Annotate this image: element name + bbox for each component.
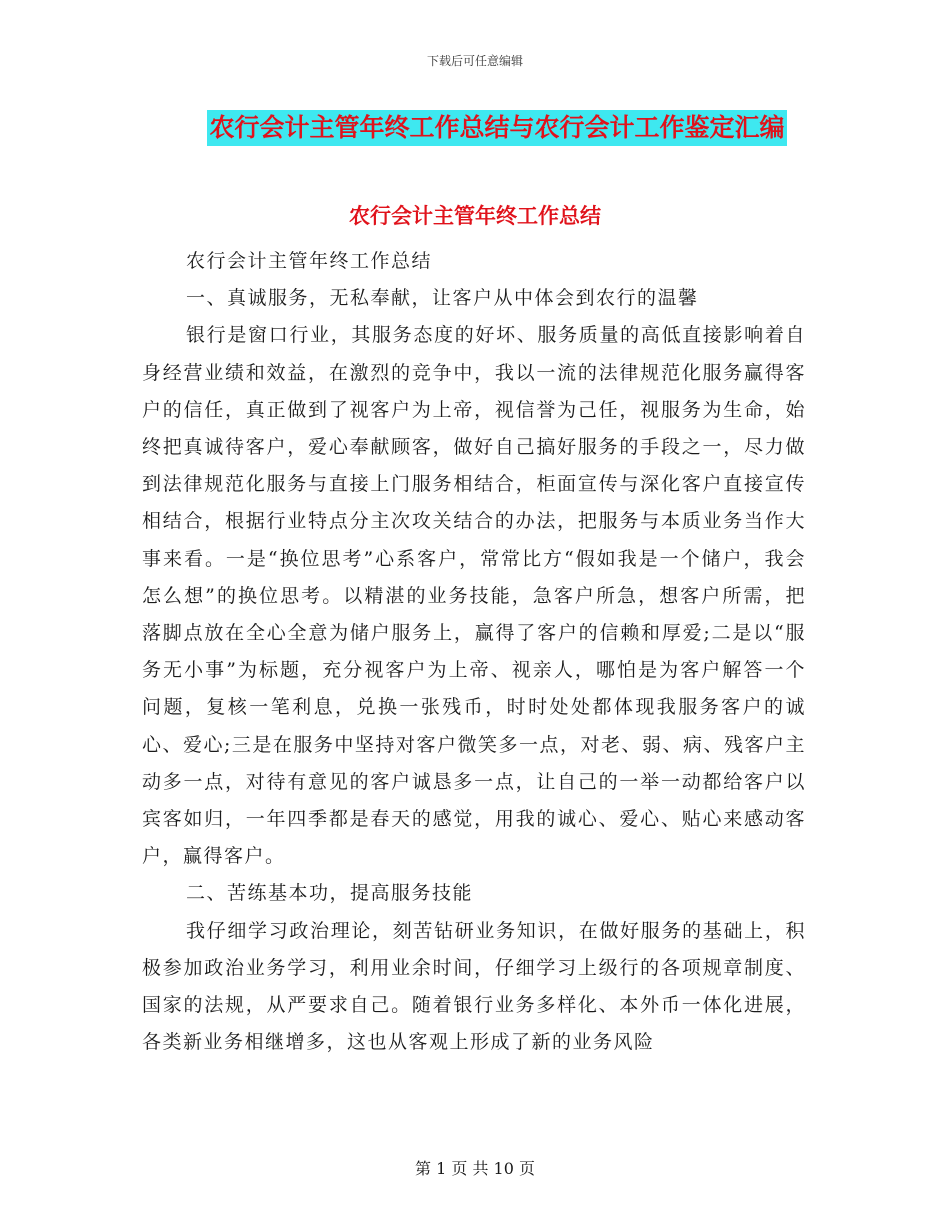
paragraph-heading-2: 二、苦练基本功，提高服务技能 bbox=[186, 882, 474, 905]
section-title: 农行会计主管年终工作总结 bbox=[349, 204, 601, 228]
page-footer: 第 1 页 共 10 页 bbox=[415, 1159, 535, 1178]
header-note: 下载后可任意编辑 bbox=[426, 54, 523, 68]
main-title-wrap bbox=[0, 110, 950, 146]
paragraph-doc-heading: 农行会计主管年终工作总结 bbox=[186, 250, 433, 272]
paragraph-heading-1: 一、真诚服务，无私奉献，让客户从中体会到农行的温馨 bbox=[186, 287, 699, 310]
paragraph-body-1: 银行是窗口行业，其服务态度的好坏、服务质量的高低直接影响着自身经营业绩和效益，在激烈的竞争中，我以一流的法律规范化服务赢得客户的信任，真正做到了视客户为上帝，视信誉为己任，视服务为生命，始终把真诚待客户，爱心奉献顾客，做好自己搞好服务的手段之一，尽力做到法律规范化服务与直接上门服务相结合，柜面宣传与深化客户直接宣传相结合，根据行业特点分主次攻关结合的办法，把服务与本质业务当作大事来看。一是“换位思考”心系客户，常常比方“假如我是一个储户，我会怎么想”的换位思考。以精湛的业务技能，急客户所急，想客户所需，把落脚点放在全心全意为储户服务上，赢得了客户的信赖和厚爱;二是以“服务无小事”为标题，充分视客户为上帝、视亲人，哪怕是为客户解答一个问题，复核一笔利息，兑换一张残币，时时处处都体现我服务客户的诚心、爱心;三是在服务中坚持对客户微笑多一点，对老、弱、病、残客户主动多一点，对待有意见的客户诚恳多一点，让自己的一举一动都给客户以宾客如归，一年四季都是春天的感觉，用我的诚心、爱心、贴心来感动客户，赢得客户。 bbox=[142, 324, 806, 868]
body-text bbox=[142, 243, 806, 1061]
main-title: 农行会计主管年终工作总结与农行会计工作鉴定汇编 bbox=[207, 110, 786, 146]
paragraph-body-2: 我仔细学习政治理论，刻苦钻研业务知识，在做好服务的基础上，积极参加政治业务学习，利用业余时间，仔细学习上级行的各项规章制度、国家的法规，从严要求自己。随着银行业务多样化、本外币一体化进展，各类新业务相继增多，这也从客观上形成了新的业务风险 bbox=[142, 919, 806, 1054]
